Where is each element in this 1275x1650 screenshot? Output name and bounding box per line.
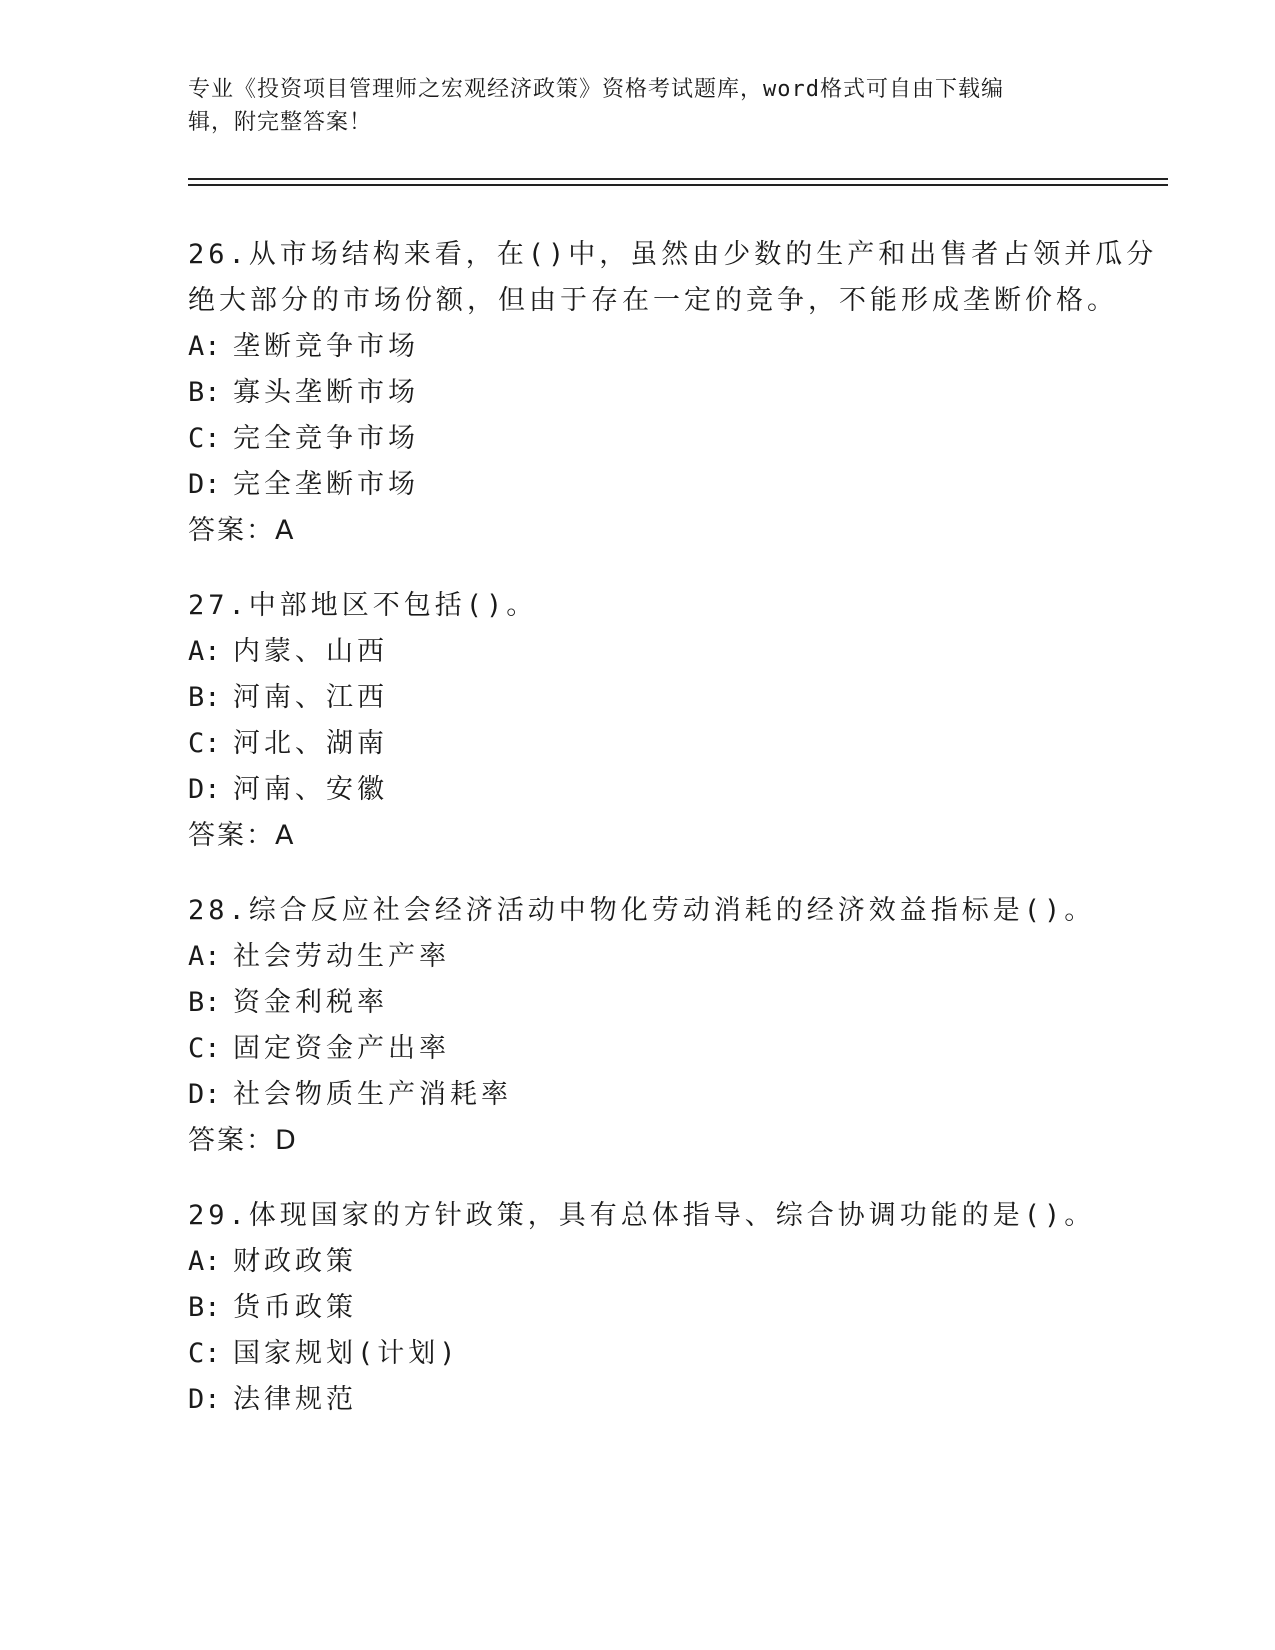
option-key: C: xyxy=(188,1338,221,1369)
option-a xyxy=(188,934,1168,980)
option-text: 完全竞争市场 xyxy=(233,423,419,454)
option-key: B: xyxy=(188,1292,221,1323)
option-text: 固定资金产出率 xyxy=(233,1033,450,1064)
option-key: D: xyxy=(188,774,221,805)
option-d xyxy=(188,767,1168,813)
option-text: 国家规划(计划) xyxy=(233,1338,460,1369)
option-key: B: xyxy=(188,377,221,408)
answer-line: 答案：A xyxy=(188,820,296,851)
option-text: 内蒙、山西 xyxy=(233,636,388,667)
option-key: C: xyxy=(188,728,221,759)
question-stem-line-1: 27.中部地区不包括()。 xyxy=(188,590,538,621)
question-27 xyxy=(188,583,1168,859)
question-stem-line-1: 29.体现国家的方针政策，具有总体指导、综合协调功能的是()。 xyxy=(188,1200,1096,1231)
option-b xyxy=(188,1285,1168,1331)
header-line-2: 辑，附完整答案！ xyxy=(188,110,373,135)
header-divider-top xyxy=(188,178,1168,180)
option-key: C: xyxy=(188,1033,221,1064)
document-header xyxy=(188,73,1078,139)
option-a xyxy=(188,324,1168,370)
question-28 xyxy=(188,888,1168,1164)
question-stem-line-1: 28.综合反应社会经济活动中物化劳动消耗的经济效益指标是()。 xyxy=(188,895,1096,926)
option-key: D: xyxy=(188,1079,221,1110)
option-c xyxy=(188,416,1168,462)
option-key: A: xyxy=(188,636,221,667)
header-divider-bottom xyxy=(188,184,1168,186)
option-text: 河北、湖南 xyxy=(233,728,388,759)
question-stem-line-1: 26.从市场结构来看，在()中，虽然由少数的生产和出售者占领并瓜分 xyxy=(188,239,1158,270)
option-c xyxy=(188,1331,1168,1377)
option-text: 社会劳动生产率 xyxy=(233,941,450,972)
option-b xyxy=(188,370,1168,416)
option-a xyxy=(188,629,1168,675)
option-key: A: xyxy=(188,1246,221,1277)
option-key: A: xyxy=(188,331,221,362)
option-text: 河南、江西 xyxy=(233,682,388,713)
answer-line: 答案：A xyxy=(188,515,296,546)
question-29 xyxy=(188,1193,1168,1423)
option-text: 法律规范 xyxy=(233,1384,357,1415)
option-key: B: xyxy=(188,682,221,713)
option-key: C: xyxy=(188,423,221,454)
option-d xyxy=(188,462,1168,508)
option-key: A: xyxy=(188,941,221,972)
question-26 xyxy=(188,232,1168,554)
option-key: D: xyxy=(188,1384,221,1415)
question-stem-line-2: 绝大部分的市场份额，但由于存在一定的竞争，不能形成垄断价格。 xyxy=(188,285,1118,316)
option-d xyxy=(188,1377,1168,1423)
header-line-1: 专业《投资项目管理师之宏观经济政策》资格考试题库，word格式可自由下载编 xyxy=(188,77,1004,102)
option-text: 资金利税率 xyxy=(233,987,388,1018)
option-a xyxy=(188,1239,1168,1285)
option-text: 垄断竞争市场 xyxy=(233,331,419,362)
answer-line: 答案：D xyxy=(188,1125,298,1156)
option-b xyxy=(188,980,1168,1026)
option-c xyxy=(188,721,1168,767)
option-text: 完全垄断市场 xyxy=(233,469,419,500)
option-d xyxy=(188,1072,1168,1118)
option-text: 财政政策 xyxy=(233,1246,357,1277)
option-text: 寡头垄断市场 xyxy=(233,377,419,408)
option-b xyxy=(188,675,1168,721)
option-text: 货币政策 xyxy=(233,1292,357,1323)
option-text: 河南、安徽 xyxy=(233,774,388,805)
option-c xyxy=(188,1026,1168,1072)
option-text: 社会物质生产消耗率 xyxy=(233,1079,512,1110)
option-key: D: xyxy=(188,469,221,500)
option-key: B: xyxy=(188,987,221,1018)
